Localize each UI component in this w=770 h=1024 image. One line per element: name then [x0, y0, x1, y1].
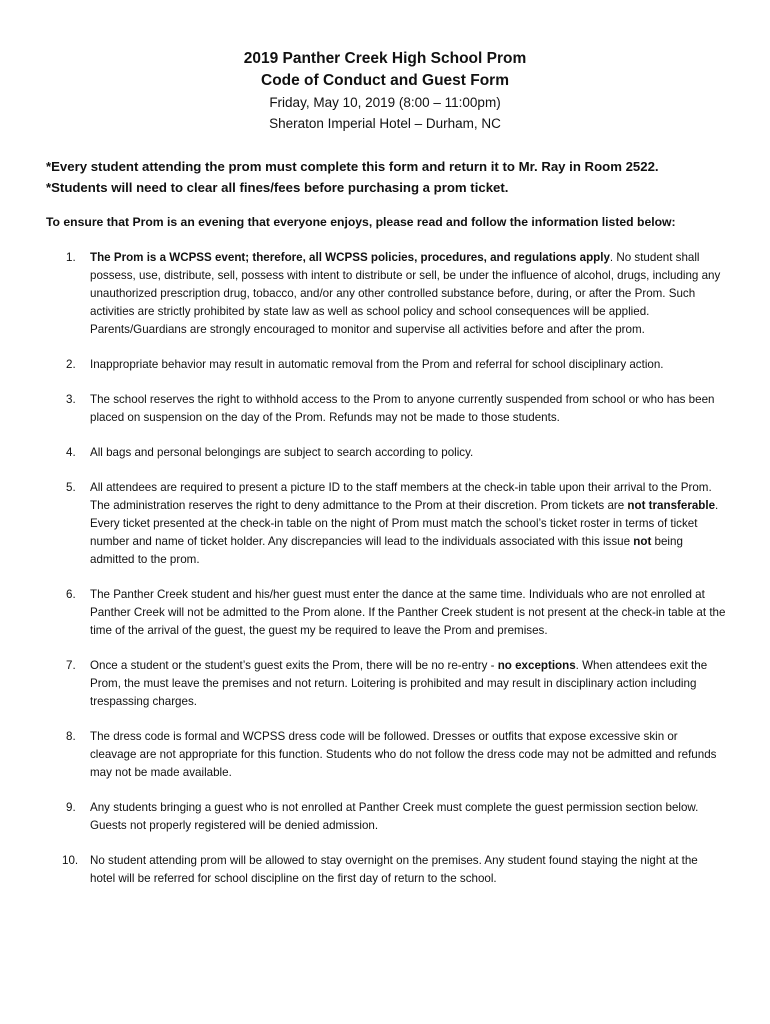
- rule-item: [46, 444, 726, 462]
- title-line-1: 2019 Panther Creek High School Prom: [243, 50, 527, 67]
- event-date: Friday, May 10, 2019 (8:00 – 11:00pm): [269, 95, 501, 110]
- rule-number: 4.: [66, 446, 76, 459]
- rule-number: 1.: [66, 251, 76, 264]
- rule-text: The dress code is formal and WCPSS dress code will be followed. Dresses or outfits that expose excessive skin or cleavage are not appropriate for this function. Students who do not follow the dress code may not be admitted and refunds may not be made available.: [90, 730, 717, 779]
- rule-item: [46, 391, 726, 427]
- notice-fines-fees: *Students will need to clear all fines/fees before purchasing a prom ticket.: [46, 180, 509, 195]
- rule-item: [46, 852, 726, 888]
- notice-form-return: *Every student attending the prom must complete this form and return it to Mr. Ray in Room 2522.: [46, 159, 659, 174]
- rule-text: No student attending prom will be allowed to stay overnight on the premises. Any student found staying the night at the hotel will be referred for school discipline on the first day of return to the school.: [90, 854, 698, 885]
- rule-number: 10.: [62, 854, 79, 867]
- rule-item: [46, 799, 726, 835]
- rule-number: 3.: [66, 393, 76, 406]
- rule-number: 2.: [66, 358, 76, 371]
- rule-text: All attendees are required to present a picture ID to the staff members at the check-in table upon their arrival to the Prom. The administration reserves the right to deny admittance to the Prom at their discretion. Prom tickets are: [90, 481, 712, 512]
- rule-text: Once a student or the student’s guest exits the Prom, there will be no re-entry -: [90, 659, 498, 672]
- rule-text: The Panther Creek student and his/her guest must enter the dance at the same time. Individuals who are not enrolled at Panther Creek will not be admitted to the Prom alone. If the Panther Creek student is not present at the check-in table at the time of the arrival of the guest, the guest my be required to leave the Prom and premises.: [90, 588, 726, 637]
- rule-number: 5.: [66, 481, 76, 494]
- rule-text-bold: not: [633, 535, 652, 548]
- rule-number: 8.: [66, 730, 76, 743]
- rule-item: [46, 479, 726, 569]
- rule-text: The school reserves the right to withhold access to the Prom to anyone currently suspended from school or who has been placed on suspension on the day of the Prom. Refunds may not be made to those students.: [90, 393, 715, 424]
- rule-item: [46, 249, 726, 339]
- rule-item: [46, 586, 726, 640]
- rule-text: . No student shall possess, use, distribute, sell, possess with intent to distribute or sell, be under the influence of alcohol, drugs, including any unauthorized prescription drug, tobacco, and/or any other controlled substance before, during, or after the Prom. Such activities are strictly prohibited by state law as well as school policy and school consequences will be applied. Parents/Guardians are strongly encouraged to monitor and supervise all activities before and after the prom.: [90, 251, 721, 336]
- event-location: Sheraton Imperial Hotel – Durham, NC: [269, 116, 501, 131]
- rule-text: . When attendees exit the Prom, the must leave the premises and not return. Loitering is prohibited and may result in disciplinary action including trespassing charges.: [90, 659, 708, 708]
- notice-block: [46, 156, 736, 198]
- rule-text-bold: no exceptions: [497, 659, 576, 672]
- rules-list: [46, 249, 726, 905]
- rule-text-bold: The Prom is a WCPSS event; therefore, all WCPSS policies, procedures, and regulations apply: [90, 251, 610, 264]
- rule-number: 9.: [66, 801, 76, 814]
- rule-number: 6.: [66, 588, 76, 601]
- rule-text: All bags and personal belongings are subject to search according to policy.: [90, 446, 474, 459]
- rule-item: [46, 657, 726, 711]
- rule-text: Inappropriate behavior may result in automatic removal from the Prom and referral for school disciplinary action.: [90, 358, 664, 371]
- rule-text-bold: not transferable: [627, 499, 716, 512]
- title-line-2: Code of Conduct and Guest Form: [261, 72, 509, 89]
- rule-number: 7.: [66, 659, 76, 672]
- rule-text: . Every ticket presented at the check-in table on the night of Prom must match the school’s ticket roster in terms of ticket number and name of ticket holder. Any discrepancies will lead to the individuals associated with this issue: [90, 499, 719, 548]
- rule-text: Any students bringing a guest who is not enrolled at Panther Creek must complete the guest permission section below. Guests not properly registered will be denied admission.: [90, 801, 699, 832]
- rule-item: [46, 356, 726, 374]
- rule-item: [46, 728, 726, 782]
- rule-text: being admitted to the prom.: [90, 535, 683, 566]
- document-header: [0, 48, 770, 134]
- intro-text: To ensure that Prom is an evening that everyone enjoys, please read and follow the information listed below:: [46, 215, 676, 229]
